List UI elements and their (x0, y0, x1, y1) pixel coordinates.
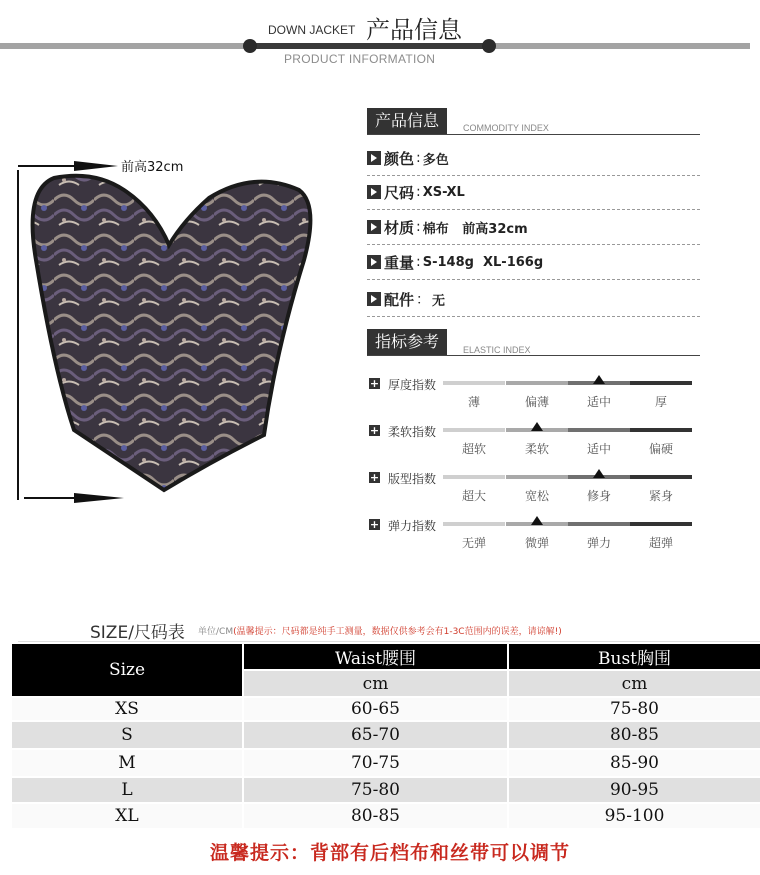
index-option: 超软 (461, 442, 486, 456)
index-option: 偏硬 (648, 442, 673, 456)
size-cell: L (12, 778, 242, 802)
waist-header-cell: Waist腰围 (244, 644, 507, 669)
dashed-divider (367, 175, 700, 176)
index-option: 修身 (586, 489, 611, 503)
index-label: 弹力指数 (388, 519, 437, 533)
index-scale-segment (568, 428, 630, 432)
index-marker-icon (593, 375, 605, 384)
index-option: 薄 (467, 395, 480, 409)
elastic-badge: 指标参考 (367, 329, 447, 355)
section-rule (367, 134, 700, 135)
header-chinese-title: 产品信息 (366, 16, 462, 44)
plus-icon: + (369, 518, 380, 531)
arrow-right-icon (74, 493, 124, 503)
index-option: 无弹 (461, 536, 486, 550)
info-value: XS-XL (422, 184, 465, 200)
size-cell: XL (12, 804, 242, 828)
play-arrow-icon (367, 151, 381, 165)
info-colon: : (416, 150, 421, 166)
bust-cell: 85-90 (509, 750, 760, 776)
index-scale-segment (568, 522, 630, 526)
commodity-badge-en: COMMODITY INDEX (463, 123, 549, 133)
size-note (198, 624, 562, 637)
index-marker-icon (531, 516, 543, 525)
bust-cell: 75-80 (509, 698, 760, 720)
plus-icon: + (369, 377, 380, 390)
info-colon: : (416, 254, 421, 270)
waist-cell: 65-70 (244, 722, 507, 748)
dashed-divider (367, 244, 700, 245)
arrow-right-icon (74, 161, 118, 171)
waist-cell: 80-85 (244, 804, 507, 828)
index-scale-segment (443, 522, 505, 526)
size-cell: XS (12, 698, 242, 720)
info-colon: : (416, 184, 421, 200)
info-value: 无 (432, 293, 446, 309)
size-header-cell: Size (12, 644, 242, 696)
commodity-badge: 产品信息 (367, 108, 447, 134)
waist-unit-cell: cm (244, 671, 507, 696)
corset-body (33, 176, 311, 490)
plus-icon: + (369, 424, 380, 437)
info-label: 配件 (384, 290, 415, 309)
index-option: 弹力 (586, 536, 611, 550)
waist-cell: 75-80 (244, 778, 507, 802)
index-scale-segment (443, 475, 505, 479)
elastic-badge-en: ELASTIC INDEX (463, 345, 531, 355)
index-option: 微弹 (524, 536, 549, 550)
index-option: 适中 (586, 442, 611, 456)
bust-header-cell: Bust胸围 (509, 644, 760, 669)
info-row-size (367, 182, 465, 202)
product-image (14, 150, 344, 515)
info-label: 材质 (384, 218, 415, 237)
index-label: 柔软指数 (388, 425, 437, 439)
index-option: 偏薄 (524, 395, 549, 409)
index-marker-icon (531, 422, 543, 431)
bust-cell: 90-95 (509, 778, 760, 802)
index-scale-segment (506, 475, 568, 479)
index-option: 宽松 (524, 489, 549, 503)
index-scale-segment (630, 475, 692, 479)
size-cell: M (12, 750, 242, 776)
size-cell: S (12, 722, 242, 748)
bust-cell: 95-100 (509, 804, 760, 828)
index-marker-icon (593, 469, 605, 478)
waist-cell: 60-65 (244, 698, 507, 720)
index-scale-segment (630, 522, 692, 526)
waist-cell: 70-75 (244, 750, 507, 776)
index-scale-segment (630, 428, 692, 432)
index-scale-segment (443, 428, 505, 432)
dashed-divider (367, 279, 700, 280)
index-option: 紧身 (648, 489, 673, 503)
play-arrow-icon (367, 292, 381, 306)
info-value: 棉布 前高32cm (422, 221, 528, 237)
info-label: 重量 (384, 253, 415, 272)
info-label: 颜色 (384, 149, 415, 168)
info-label: 尺码 (384, 183, 415, 202)
info-row-color (367, 148, 449, 168)
play-arrow-icon (367, 185, 381, 199)
index-scale-segment (506, 381, 568, 385)
index-option: 超弹 (648, 536, 673, 550)
index-option: 柔软 (524, 442, 549, 456)
footer-tip: 温馨提示：背部有后档布和丝带可以调节 (209, 842, 570, 864)
size-title: SIZE/尺码表 (90, 623, 185, 643)
bust-unit-cell: cm (509, 671, 760, 696)
index-label: 版型指数 (388, 472, 437, 486)
play-arrow-icon (367, 255, 381, 269)
index-option: 超大 (461, 489, 486, 503)
info-colon: : (416, 219, 421, 235)
header-dot-left (243, 39, 257, 53)
dashed-divider (367, 209, 700, 210)
dashed-divider (367, 316, 700, 317)
play-arrow-icon (367, 220, 381, 234)
bust-cell: 80-85 (509, 722, 760, 748)
index-option: 适中 (586, 395, 611, 409)
info-row-material (367, 217, 528, 237)
info-row-accessory (367, 289, 445, 309)
size-title-rule (18, 641, 760, 642)
section-rule (367, 355, 700, 356)
info-row-weight (367, 252, 543, 272)
header-subtitle: PRODUCT INFORMATION (284, 52, 436, 66)
index-scale-segment (630, 381, 692, 385)
plus-icon: + (369, 471, 380, 484)
size-note-warning: (温馨提示：尺码都是纯手工测量，数据仅供参考会有1-3C范围内的误差，请谅解!) (233, 627, 562, 637)
info-colon: ： (416, 292, 431, 308)
info-value: 多色 (422, 152, 449, 168)
header-english-title: DOWN JACKET (268, 23, 356, 37)
index-option: 厚 (654, 395, 667, 409)
info-value: S-148g XL-166g (422, 254, 544, 270)
size-unit-prefix: 单位/CM (198, 627, 234, 637)
index-label: 厚度指数 (388, 378, 437, 392)
dimension-label: 前高32cm (121, 160, 184, 175)
index-scale-segment (443, 381, 505, 385)
header-dot-right (482, 39, 496, 53)
